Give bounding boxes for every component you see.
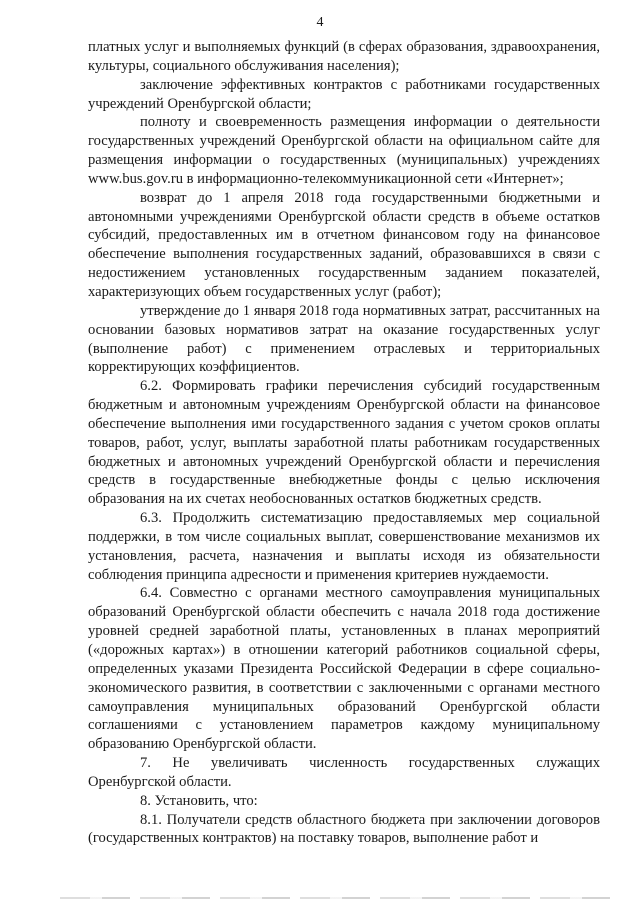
paragraph-normative-costs: утверждение до 1 января 2018 года нормативных затрат, рассчитанных на основании базовых нормативов затрат на оказание государственных услуг (выполнение работ) с применением отраслевых и территориальных корректирующих коэффициентов. xyxy=(88,302,600,376)
scan-artifact-line xyxy=(60,897,620,899)
paragraph-8: 8. Установить, что: xyxy=(140,792,258,809)
paragraph-continuation: платных услуг и выполняемых функций (в сферах образования, здравоохранения, культуры, социального обслуживания населения); xyxy=(88,39,600,74)
paragraph-effective-contracts: заключение эффективных контрактов с работниками государственных учреждений Оренбургской области; xyxy=(88,76,600,112)
page-number: 4 xyxy=(316,15,324,30)
paragraph-8-1: 8.1. Получатели средств областного бюджета при заключении договоров (государственных контрактов) на поставку товаров, выполнение работ и xyxy=(88,811,600,847)
document-body xyxy=(88,38,600,848)
paragraph-6-3: 6.3. Продолжить систематизацию предоставляемых мер социальной поддержки, в том числе социальных выплат, совершенствование механизмов их установления, расчета, назначения и выплаты исходя из обязательности соблюдения принципа адресности и применения критериев нуждаемости. xyxy=(88,510,600,583)
paragraph-7: 7. Не увеличивать численность государственных служащих Оренбургской области. xyxy=(88,755,600,790)
paragraph-6-4: 6.4. Совместно с органами местного самоуправления муниципальных образований Оренбургской области обеспечить с начала 2018 года достижение уровней средней заработной платы, установленных в планах мероприятий («дорожных картах») в отношении категорий работников социальной сферы, определенных указами Президента Российской Федерации в сфере социально-экономического развития, в соответствии с заключенными с органами местного самоуправления муниципальных образований Оренбургской области соглашениями с установлением параметров каждому муниципальному образованию Оренбургской области. xyxy=(88,585,600,753)
paragraph-subsidy-return: возврат до 1 апреля 2018 года государственными бюджетными и автономными учреждениями Оренбургской области средств в объеме остатков субсидий, предоставленных им в отчетном финансовом году на финансовое обеспечение выполнения государственных заданий, образовавшихся в связи с недостижением установленных государственным заданием показателей, характеризующих объем государственных услуг (работ); xyxy=(88,189,600,300)
paragraph-info-disclosure: полноту и своевременность размещения информации о деятельности государственных учреждений Оренбургской области на официальном сайте для размещения информации о государственных (муниципальных) учреждениях www.bus.gov.ru в информационно-телекоммуникационной сети «Интернет»; xyxy=(88,114,600,187)
paragraph-6-2: 6.2. Формировать графики перечисления субсидий государственным бюджетным и автономным учреждениям Оренбургской области на финансовое обеспечение выполнения ими государственного задания с учетом сроков оплаты товаров, работ, услуг, выплаты заработной платы работникам государственных бюджетных и автономных учреждений Оренбургской области и перечисления средств в государственные внебюджетные фонды с целью исключения образования на их счетах необоснованных остатков бюджетных средств. xyxy=(88,378,600,508)
